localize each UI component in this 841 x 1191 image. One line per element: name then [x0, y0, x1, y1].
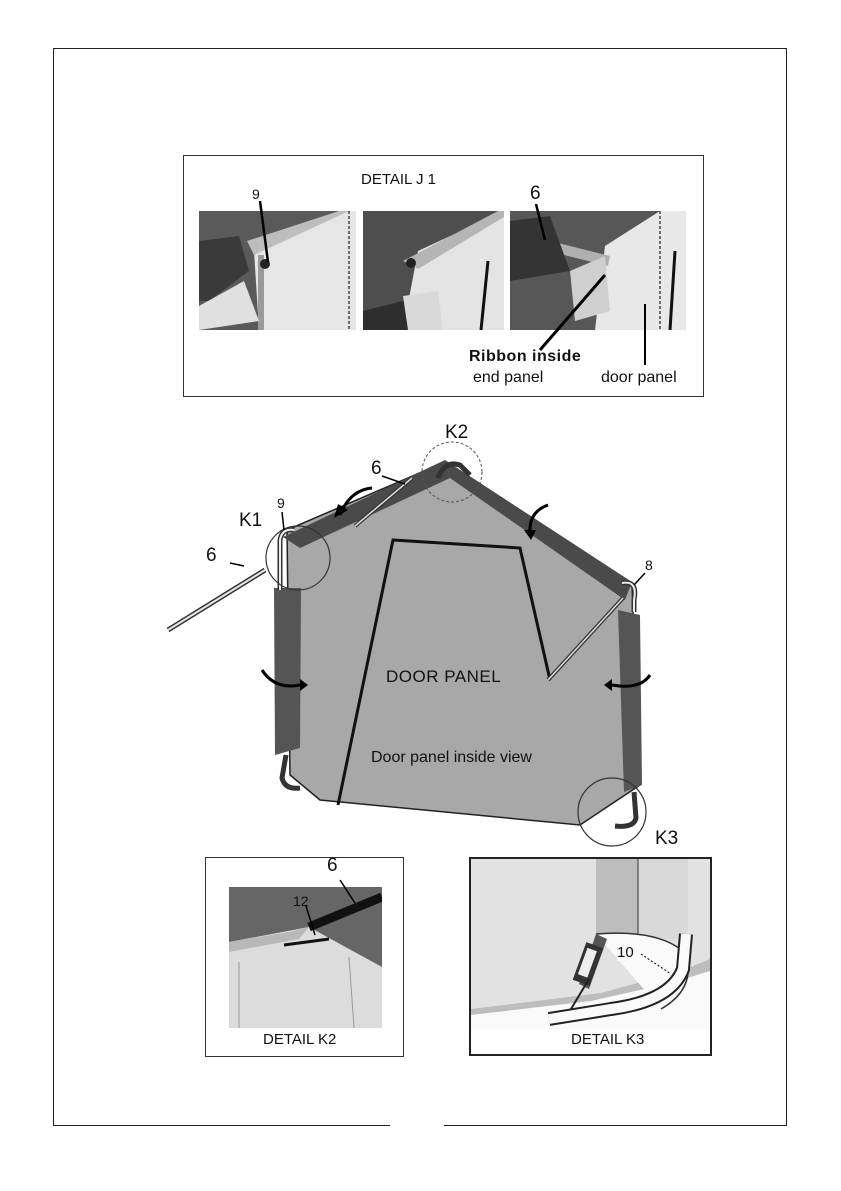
callout-k1: K1	[239, 510, 263, 531]
callout-k3: K3	[655, 828, 679, 849]
detail-j1-ribbon-label-line2: end panel	[473, 369, 544, 386]
door-panel-subtitle: Door panel inside view	[371, 749, 532, 766]
callout-6-left: 6	[206, 545, 217, 566]
detail-k3-title: DETAIL K3	[571, 1031, 645, 1048]
detail-k2-title: DETAIL K2	[263, 1031, 337, 1048]
detail-j1-callout-6: 6	[530, 183, 541, 204]
callout-9: 9	[277, 495, 285, 511]
callout-6-top: 6	[371, 458, 382, 479]
detail-j1-door-panel-label: door panel	[601, 369, 677, 386]
detail-k3-drawing	[471, 859, 710, 1029]
detail-k2-callout-12: 12	[293, 893, 309, 909]
detail-k2-callout-6: 6	[327, 855, 338, 876]
detail-j1-ribbon-label-line1: Ribbon inside	[469, 348, 582, 365]
callout-k2: K2	[445, 422, 469, 443]
detail-j1-callout-9: 9	[252, 186, 260, 202]
door-panel-title: DOOR PANEL	[386, 667, 502, 686]
callout-8: 8	[645, 557, 653, 573]
detail-k3-callout-10: 10	[617, 944, 634, 961]
detail-j1-title: DETAIL J 1	[361, 171, 437, 188]
